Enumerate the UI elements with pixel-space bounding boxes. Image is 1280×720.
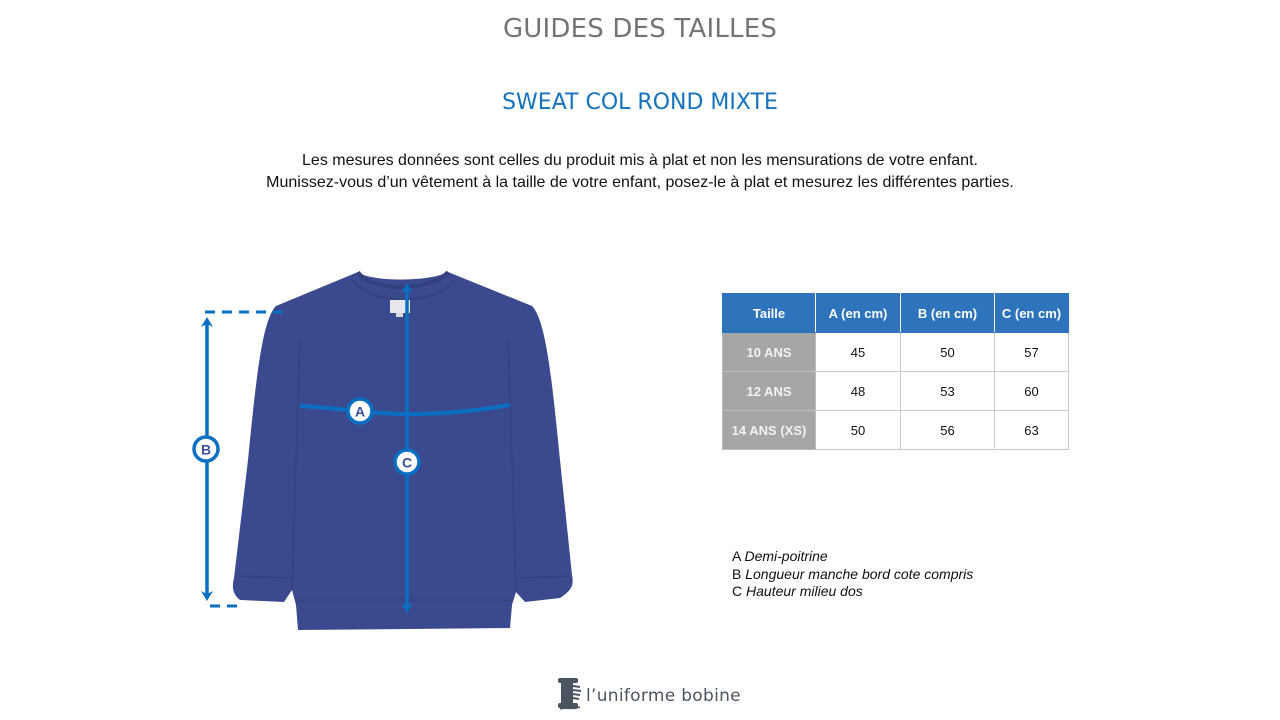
svg-text:B: B (200, 441, 212, 458)
intro-line-2: Munissez-vous d’un vêtement à la taille de votre enfant, posez-le à plat et mesurez les différentes parties. (266, 174, 1014, 191)
intro-text (0, 150, 1280, 194)
value-b: 50 (901, 333, 995, 372)
legend-label: Demi-poitrine (744, 548, 828, 564)
value-b: 53 (901, 372, 995, 411)
legend-letter: A (732, 548, 741, 564)
header-taille: Taille (723, 294, 816, 333)
value-a: 48 (816, 372, 901, 411)
table-row (723, 372, 1069, 411)
brand-logo (556, 676, 741, 715)
spool-icon (556, 676, 582, 715)
size-label: 12 ANS (723, 372, 816, 411)
measurement-diagram (180, 260, 600, 640)
legend-label: Longueur manche bord cote compris (745, 565, 974, 582)
value-a: 50 (816, 411, 901, 450)
value-c: 63 (995, 411, 1069, 450)
legend-item-a (732, 548, 973, 566)
marker-a-icon (348, 399, 372, 423)
value-c: 60 (995, 372, 1069, 411)
value-b: 56 (901, 411, 995, 450)
size-table (722, 293, 1069, 450)
svg-text:A: A (354, 403, 366, 420)
legend-item-b (732, 566, 973, 584)
table-header-row (723, 294, 1069, 333)
marker-b-icon (194, 437, 218, 461)
brand-name: l’uniforme bobine (586, 685, 741, 706)
legend-letter: C (732, 583, 743, 599)
size-label: 10 ANS (723, 333, 816, 372)
table-row (723, 411, 1069, 450)
marker-c-icon (395, 450, 419, 474)
legend-letter: B (732, 565, 742, 582)
header-b: B (en cm) (901, 294, 995, 333)
product-title: SWEAT COL ROND MIXTE (502, 90, 778, 115)
svg-text:C: C (401, 454, 413, 471)
table-row (723, 333, 1069, 372)
value-a: 45 (816, 333, 901, 372)
page-title: GUIDES DES TAILLES (502, 14, 778, 44)
header-c: C (en cm) (995, 294, 1069, 333)
value-c: 57 (995, 333, 1069, 372)
measurement-legend (732, 548, 973, 601)
legend-label: Hauteur milieu dos (746, 583, 863, 599)
size-label: 14 ANS (XS) (723, 411, 816, 450)
header-a: A (en cm) (816, 294, 901, 333)
intro-line-1: Les mesures données sont celles du produit mis à plat et non les mensurations de votre enfant. (302, 152, 978, 169)
legend-item-c (732, 583, 973, 601)
